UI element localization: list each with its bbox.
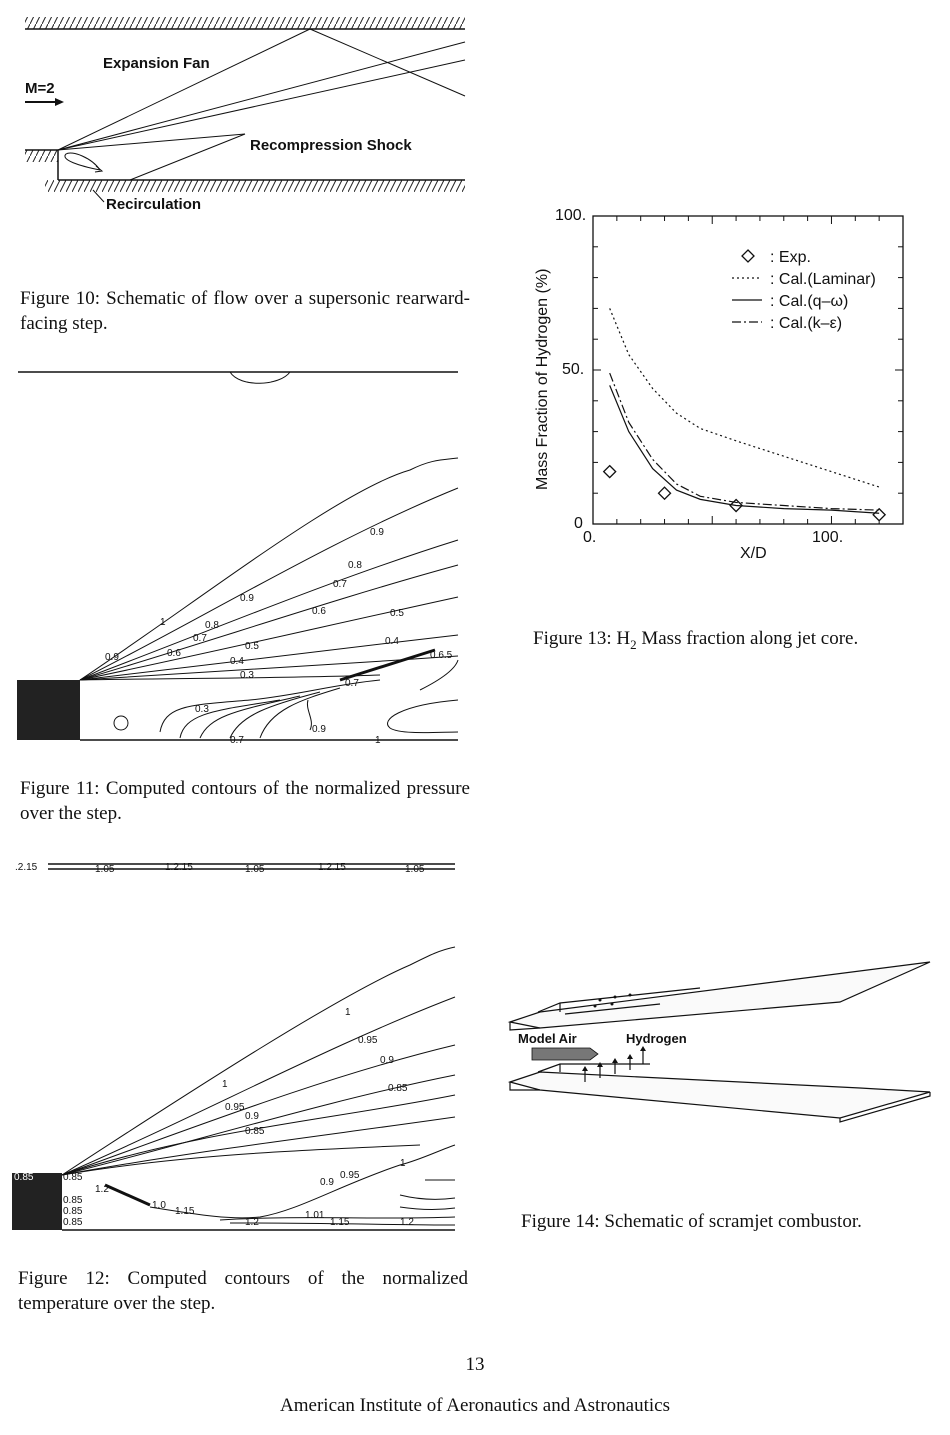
svg-text:0.9: 0.9: [105, 652, 119, 663]
svg-text:0.7: 0.7: [345, 678, 359, 689]
footer-organization: American Institute of Aeronautics and Astronautics: [280, 1395, 670, 1416]
y-tick-50: 50.: [562, 361, 585, 378]
x-tick-0: 0.: [583, 529, 597, 546]
svg-text:1.05: 1.05: [95, 864, 115, 875]
figure-10-caption: Figure 10: Schematic of flow over a supersonic rearward-facing step.: [20, 288, 470, 334]
svg-text:0.9: 0.9: [380, 1055, 394, 1066]
svg-text:1.05: 1.05: [405, 864, 425, 875]
svg-text:0.85: 0.85: [63, 1172, 83, 1183]
svg-text:0.95: 0.95: [225, 1102, 245, 1113]
svg-text:0.6.5: 0.6.5: [430, 650, 453, 661]
svg-text:0.7: 0.7: [193, 633, 207, 644]
x-tick-100: 100.: [812, 529, 844, 546]
svg-text:0.95: 0.95: [358, 1035, 378, 1046]
svg-text:0.95: 0.95: [340, 1170, 360, 1181]
svg-text:1.2: 1.2: [400, 1217, 414, 1228]
svg-text:1.2.15: 1.2.15: [165, 862, 193, 873]
svg-text:0.85: 0.85: [63, 1206, 83, 1217]
svg-text:1: 1: [160, 617, 166, 628]
svg-text:0.85: 0.85: [388, 1083, 408, 1094]
svg-text:1.2: 1.2: [245, 1217, 259, 1228]
recirculation-label: Recirculation: [106, 196, 202, 213]
svg-text:1: 1: [400, 1158, 406, 1169]
svg-text:1.05: 1.05: [245, 864, 265, 875]
figure-12-caption: Figure 12: Computed contours of the normalized temperature over the step.: [18, 1268, 468, 1314]
y-tick-100: 100.: [555, 207, 587, 224]
svg-text:0.9: 0.9: [240, 593, 254, 604]
svg-text:1: 1: [345, 1007, 351, 1018]
svg-text:0.4: 0.4: [230, 656, 244, 667]
svg-text:0.4: 0.4: [385, 636, 399, 647]
svg-text:0.3: 0.3: [195, 704, 209, 715]
figure-13-caption: Figure 13: $H_2$ Mass fraction along jet core.: [533, 628, 859, 652]
legend-entry: : Cal.(q–ω): [770, 293, 849, 310]
legend-entry: : Exp.: [770, 249, 811, 266]
page-number: 13: [465, 1354, 485, 1375]
mach-label: M=2: [25, 80, 55, 97]
svg-text:1: 1: [375, 735, 381, 746]
svg-text:0.9: 0.9: [320, 1177, 334, 1188]
svg-text:0.9: 0.9: [312, 724, 326, 735]
svg-text:0.7: 0.7: [230, 735, 244, 746]
figure-14-caption: Figure 14: Schematic of scramjet combustor.: [521, 1211, 862, 1232]
svg-text:0.5: 0.5: [245, 641, 259, 652]
svg-text:1.15: 1.15: [175, 1206, 195, 1217]
svg-text:0.8: 0.8: [205, 620, 219, 631]
svg-text:0.6: 0.6: [167, 648, 181, 659]
svg-text:0.5: 0.5: [390, 608, 404, 619]
svg-text:1.2.15: 1.2.15: [318, 862, 346, 873]
svg-text:0.8: 0.8: [348, 560, 362, 571]
svg-text:0.3: 0.3: [240, 670, 254, 681]
svg-text:.2.15: .2.15: [15, 862, 38, 873]
svg-text:1.0: 1.0: [152, 1200, 166, 1211]
svg-text:1.01: 1.01: [305, 1210, 325, 1221]
model-air-label: Model Air: [518, 1031, 577, 1046]
legend-entry: : Cal.(k–ε): [770, 315, 843, 332]
recompression-shock-label: Recompression Shock: [250, 137, 412, 154]
y-tick-0: 0: [574, 515, 583, 532]
svg-text:1: 1: [222, 1079, 228, 1090]
svg-text:0.7: 0.7: [333, 579, 347, 590]
y-axis-label: Mass Fraction of Hydrogen (%): [534, 268, 551, 490]
svg-text:0.9: 0.9: [370, 527, 384, 538]
svg-text:1.15: 1.15: [330, 1217, 350, 1228]
svg-text:0.9: 0.9: [245, 1111, 259, 1122]
svg-text:0.85: 0.85: [245, 1126, 265, 1137]
model-air-arrow: [532, 1048, 598, 1060]
svg-text:0.6: 0.6: [312, 606, 326, 617]
expansion-fan-label: Expansion Fan: [103, 55, 210, 72]
svg-text:0.85: 0.85: [63, 1217, 83, 1228]
hydrogen-label: Hydrogen: [626, 1031, 687, 1046]
x-axis-label: X/D: [740, 545, 767, 562]
svg-text:0.85: 0.85: [14, 1172, 34, 1183]
svg-text:1.2: 1.2: [95, 1184, 109, 1195]
svg-text:0.85: 0.85: [63, 1195, 83, 1206]
figure-11-caption: Figure 11: Computed contours of the normalized pressure over the step.: [20, 778, 470, 824]
legend-entry: : Cal.(Laminar): [770, 271, 876, 288]
